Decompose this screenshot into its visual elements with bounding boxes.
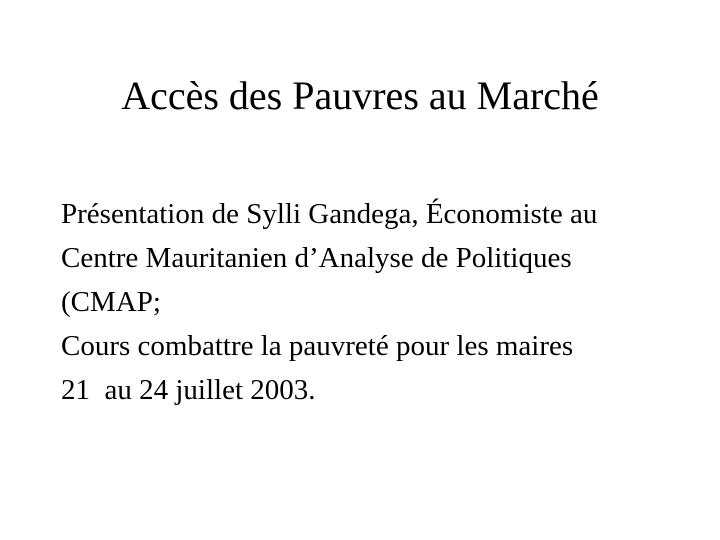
course-line: Cours combattre la pauvreté pour les maires	[61, 330, 574, 362]
slide-title: Accès des Pauvres au Marché	[121, 73, 599, 118]
organization-line: Centre Mauritanien d’Analyse de Politiques	[61, 242, 572, 274]
organization-acronym-line: (CMAP;	[61, 286, 161, 318]
slide-body	[61, 192, 701, 412]
presenter-line: Présentation de Sylli Gandega, Économiste au	[61, 198, 598, 230]
date-line: 21 au 24 juillet 2003.	[61, 374, 316, 406]
